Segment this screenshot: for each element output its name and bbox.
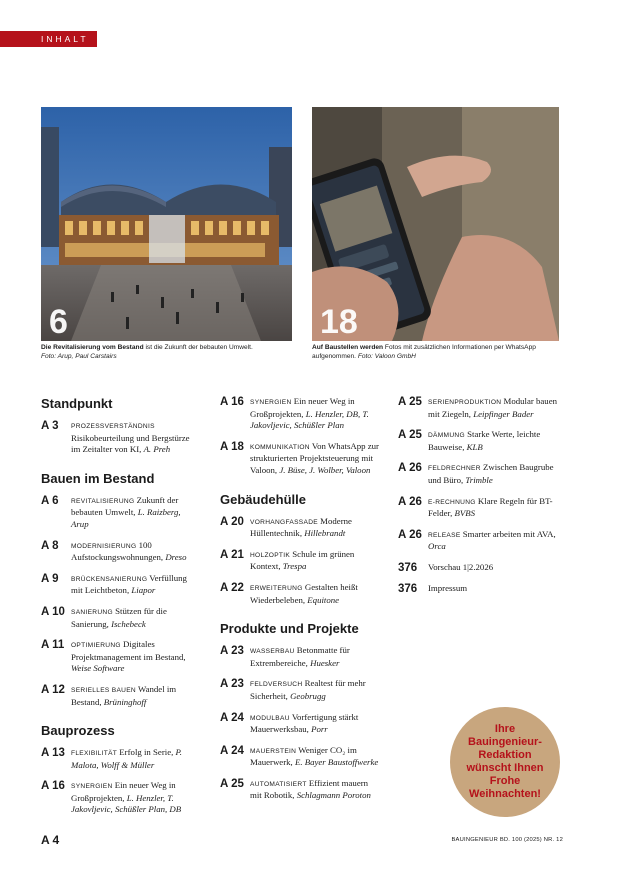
toc-keyword: RELEASE xyxy=(428,531,461,539)
photo-credit: Foto: Arup, Paul Carstairs xyxy=(41,352,117,360)
toc-page-number: A 10 xyxy=(41,605,65,618)
toc-author: E. Bayer Baustoffwerke xyxy=(294,757,379,768)
building-illustration xyxy=(41,107,292,341)
toc-entry-text xyxy=(250,582,380,606)
toc-entry-text xyxy=(428,462,563,486)
toc-entry-text xyxy=(71,573,199,597)
toc-entry-text xyxy=(250,396,380,432)
toc-title: Schule im grünen Kontext, xyxy=(250,548,355,572)
toc-entry-text xyxy=(71,420,199,456)
toc-author: Porr xyxy=(311,724,328,735)
toc-keyword: FELDVERSUCH xyxy=(250,681,303,689)
toc-page-number: A 8 xyxy=(41,539,59,552)
toc-title: Impressum xyxy=(428,582,468,593)
toc-author: L. Henzler, DB, T. Jakovljevic, Schüßler Plan xyxy=(250,408,369,431)
toc-author: Hillebrandt xyxy=(304,528,346,539)
toc-entry-text xyxy=(428,396,563,420)
toc-page-number: A 21 xyxy=(220,548,244,561)
caption-bold: Auf Baustellen werden xyxy=(312,344,384,351)
toc-title: Digitales Projektmanagement im Bestand, xyxy=(71,639,186,662)
toc-page-number: A 26 xyxy=(398,462,422,475)
toc-author: Orca xyxy=(428,541,446,552)
toc-title: Von WhatsApp zur strukturierten Projektsteuerung mit Valoon, xyxy=(250,440,379,475)
toc-author: Brüninghoff xyxy=(103,696,147,707)
toc-keyword: E-RECHNUNG xyxy=(428,498,476,506)
toc-column-1 xyxy=(41,396,199,825)
toc-entry-text xyxy=(428,583,563,595)
toc-entry[interactable] xyxy=(41,684,199,708)
toc-keyword: VORHANGFASSADE xyxy=(250,518,318,526)
toc-entry-text xyxy=(428,529,563,553)
toc-title: Gestalten heißt Wiederbeleben, xyxy=(250,581,358,605)
toc-page-number: A 25 xyxy=(220,777,244,790)
toc-title: Moderne Hüllentechnik, xyxy=(250,515,352,539)
toc-entry[interactable] xyxy=(398,462,563,486)
toc-entry-text xyxy=(71,639,199,675)
toc-entry-text xyxy=(250,678,380,702)
photo-caption xyxy=(312,344,562,362)
toc-page-number: A 3 xyxy=(41,420,59,432)
photo-caption xyxy=(41,344,296,362)
toc-title: Verfüllung mit Leichtbeton, xyxy=(71,572,187,596)
toc-entry-text xyxy=(71,684,199,708)
toc-entry-text xyxy=(250,745,380,769)
toc-author: Dreso xyxy=(165,552,187,563)
toc-entry-text xyxy=(250,441,380,477)
toc-entry-text xyxy=(428,562,563,574)
christmas-badge: Ihre Bauingenieur-Redaktion wünscht Ihnen Frohe Weihnachten! xyxy=(450,707,560,817)
toc-entry-text xyxy=(71,780,199,816)
toc-author: J. Büse, J. Wolber, Valoon xyxy=(279,464,371,475)
toc-page-number: A 6 xyxy=(41,494,59,507)
toc-title: Ein neuer Weg in Großprojekten, xyxy=(250,396,355,419)
toc-keyword: OPTIMIERUNG xyxy=(71,642,121,650)
toc-entry[interactable] xyxy=(220,396,380,432)
toc-title: Ein neuer Weg in Großprojekten, xyxy=(71,780,176,803)
toc-page-number: A 16 xyxy=(220,396,244,408)
toc-author: Ischebeck xyxy=(111,618,146,629)
toc-title: Erfolg in Serie, xyxy=(117,747,174,758)
section-heading: Bauprozess xyxy=(41,723,115,739)
photo-credit: Foto: Valoon GmbH xyxy=(357,352,416,360)
toc-keyword: SERIENPRODUKTION xyxy=(428,399,502,406)
photo-number: 6 xyxy=(49,303,68,341)
toc-entry-text xyxy=(71,495,199,531)
toc-keyword: SYNERGIEN xyxy=(250,399,292,406)
toc-entry[interactable] xyxy=(220,678,380,702)
toc-keyword: SANIERUNG xyxy=(71,608,113,616)
toc-column-2 xyxy=(220,396,380,811)
toc-title: Smarter arbeiten mit AVA, xyxy=(460,528,556,539)
toc-author: Geobrugg xyxy=(290,690,326,701)
toc-title: Starke Werte, leichte Bauweise, xyxy=(428,429,541,452)
toc-title: Wandel im Bestand, xyxy=(71,683,177,707)
toc-page-number: A 16 xyxy=(41,780,65,793)
toc-page-number: A 18 xyxy=(220,440,244,453)
toc-keyword: MODERNISIERUNG xyxy=(71,542,137,550)
toc-keyword: WASSERBAU xyxy=(250,648,295,656)
toc-keyword: SERIELLES BAUEN xyxy=(71,686,136,694)
toc-title: Effizient mauern mit Robotik, xyxy=(250,777,369,801)
toc-keyword: HOLZOPTIK xyxy=(250,551,291,559)
toc-keyword: REVITALISIERUNG xyxy=(71,497,135,505)
toc-entry[interactable] xyxy=(41,780,199,816)
section-tab: INHALT xyxy=(0,31,97,47)
caption-text: ist die Zukunft der bebauten Umwelt. xyxy=(143,344,253,351)
toc-keyword: AUTOMATISIERT xyxy=(250,780,307,788)
photo-whatsapp xyxy=(312,107,559,341)
toc-page-number: A 26 xyxy=(398,495,422,508)
toc-entry[interactable] xyxy=(398,396,563,420)
toc-entry[interactable] xyxy=(41,573,199,597)
toc-author: L. Henzler, T. Jakovljevic, Schüßler Plan, DB xyxy=(71,792,182,815)
toc-page-number: A 9 xyxy=(41,572,59,585)
toc-page-number: A 12 xyxy=(41,683,65,696)
toc-page-number: A 20 xyxy=(220,515,244,528)
toc-entry-text xyxy=(250,778,380,802)
toc-keyword: ERWEITERUNG xyxy=(250,584,303,592)
toc-keyword: FELDRECHNER xyxy=(428,465,481,473)
toc-entry-text xyxy=(71,606,199,630)
toc-entry-text xyxy=(250,712,380,736)
toc-author: Weise Software xyxy=(71,663,125,674)
toc-page-number: A 25 xyxy=(398,429,422,442)
toc-keyword: FLEXIBILITÄT xyxy=(71,750,118,758)
toc-author: P. Malota, Wolff & Müller xyxy=(71,747,182,770)
toc-author: KLB xyxy=(466,441,483,452)
toc-author: Liapor xyxy=(131,585,156,596)
toc-author: L. Raizberg, Arup xyxy=(71,507,181,529)
journal-footer: BAUINGENIEUR BD. 100 (2025) NR. 12 xyxy=(451,837,563,843)
toc-page-number: 376 xyxy=(398,582,418,595)
toc-author: Schlagmann Poroton xyxy=(296,790,371,801)
toc-page-number: 376 xyxy=(398,561,418,574)
section-heading: Bauen im Bestand xyxy=(41,470,155,486)
toc-author: Trimble xyxy=(465,474,493,485)
toc-title: Realtest für mehr Sicherheit, xyxy=(250,678,366,701)
toc-entry[interactable] xyxy=(220,778,380,802)
toc-title: Stützen für die Sanierung, xyxy=(71,605,167,629)
toc-column-3 xyxy=(398,396,563,603)
toc-keyword: DÄMMUNG xyxy=(428,432,465,440)
toc-page-number: A 24 xyxy=(220,711,244,724)
toc-keyword: SYNERGIEN xyxy=(71,783,113,791)
toc-title: Zwischen Baugrube und Büro, xyxy=(428,462,554,485)
toc-title: Zukunft der bebauten Umwelt, xyxy=(71,494,179,518)
toc-page-number: A 24 xyxy=(220,744,244,757)
toc-keyword: BRÜCKENSANIERUNG xyxy=(71,575,148,583)
toc-title: Modular bauen mit Ziegeln, xyxy=(428,396,558,419)
section-heading: Produkte und Projekte xyxy=(220,621,359,637)
toc-title: Betonmatte für Extrembereiche, xyxy=(250,645,350,668)
toc-page-number: A 25 xyxy=(398,396,422,408)
toc-page-number: A 23 xyxy=(220,678,244,691)
toc-page-number: A 11 xyxy=(41,639,65,652)
toc-entry[interactable] xyxy=(220,549,380,573)
toc-entry[interactable] xyxy=(41,540,199,564)
toc-entry[interactable] xyxy=(220,712,380,736)
toc-entry[interactable] xyxy=(398,496,563,520)
toc-entry[interactable] xyxy=(220,645,380,669)
toc-title: Vorfertigung stärkt Mauerwerksbau, xyxy=(250,711,359,735)
toc-page-number: A 22 xyxy=(220,581,244,594)
toc-author: Leipfinger Bader xyxy=(473,408,534,419)
photo-number: 18 xyxy=(320,303,358,341)
toc-entry-text xyxy=(250,645,380,669)
toc-entry[interactable] xyxy=(41,747,199,771)
toc-title: 100 Aufstockungswohnungen, xyxy=(71,539,164,563)
toc-entry[interactable] xyxy=(41,420,199,456)
caption-bold: Die Revitalisierung vom Bestand xyxy=(41,344,144,351)
page-number: A 4 xyxy=(41,833,60,847)
caption-text: Fotos mit zusätzlichen Informationen per WhatsApp aufgenommen. xyxy=(312,344,536,360)
section-heading: Gebäudehülle xyxy=(220,491,306,507)
toc-entry[interactable] xyxy=(41,639,199,675)
toc-page-number: A 23 xyxy=(220,645,244,658)
toc-author: BVBS xyxy=(454,508,476,519)
toc-entry-text xyxy=(71,540,199,564)
photo-revitalisation xyxy=(41,107,292,341)
toc-entry[interactable] xyxy=(398,429,563,453)
toc-title: Weniger CO₂ im Mauerwerk, xyxy=(250,744,357,768)
toc-entry[interactable] xyxy=(398,529,563,553)
toc-author: Huesker xyxy=(310,657,340,668)
toc-page-number: A 13 xyxy=(41,747,65,760)
toc-author: Trespa xyxy=(282,561,307,572)
toc-page-number: A 26 xyxy=(398,528,422,541)
toc-entry[interactable] xyxy=(41,606,199,630)
toc-entry[interactable] xyxy=(41,495,199,531)
toc-entry[interactable] xyxy=(398,562,563,574)
toc-entry[interactable] xyxy=(220,582,380,606)
toc-author: A. Preh xyxy=(143,444,171,455)
toc-entry[interactable] xyxy=(220,745,380,769)
section-heading: Standpunkt xyxy=(41,396,113,411)
toc-entry[interactable] xyxy=(220,441,380,477)
toc-keyword: KOMMUNIKATION xyxy=(250,443,310,451)
toc-entry[interactable] xyxy=(220,516,380,540)
toc-entry[interactable] xyxy=(398,583,563,595)
toc-keyword: MODULBAU xyxy=(250,714,290,722)
toc-entry-text xyxy=(428,496,563,520)
toc-entry-text xyxy=(71,747,199,771)
toc-title: Vorschau 1|2.2026 xyxy=(428,561,494,572)
toc-entry-text xyxy=(428,429,563,453)
toc-keyword: MAUERSTEIN xyxy=(250,747,297,755)
toc-keyword: PROZESSVERSTÄNDNIS xyxy=(71,423,155,430)
toc-author: Equitone xyxy=(307,594,340,605)
toc-title: Klare Regeln für BT-Felder, xyxy=(428,495,553,519)
toc-entry-text xyxy=(250,516,380,540)
toc-entry-text xyxy=(250,549,380,573)
toc-title: Risikobeurteilung und Bergstürze im Zeitalter von KI, xyxy=(71,432,190,455)
